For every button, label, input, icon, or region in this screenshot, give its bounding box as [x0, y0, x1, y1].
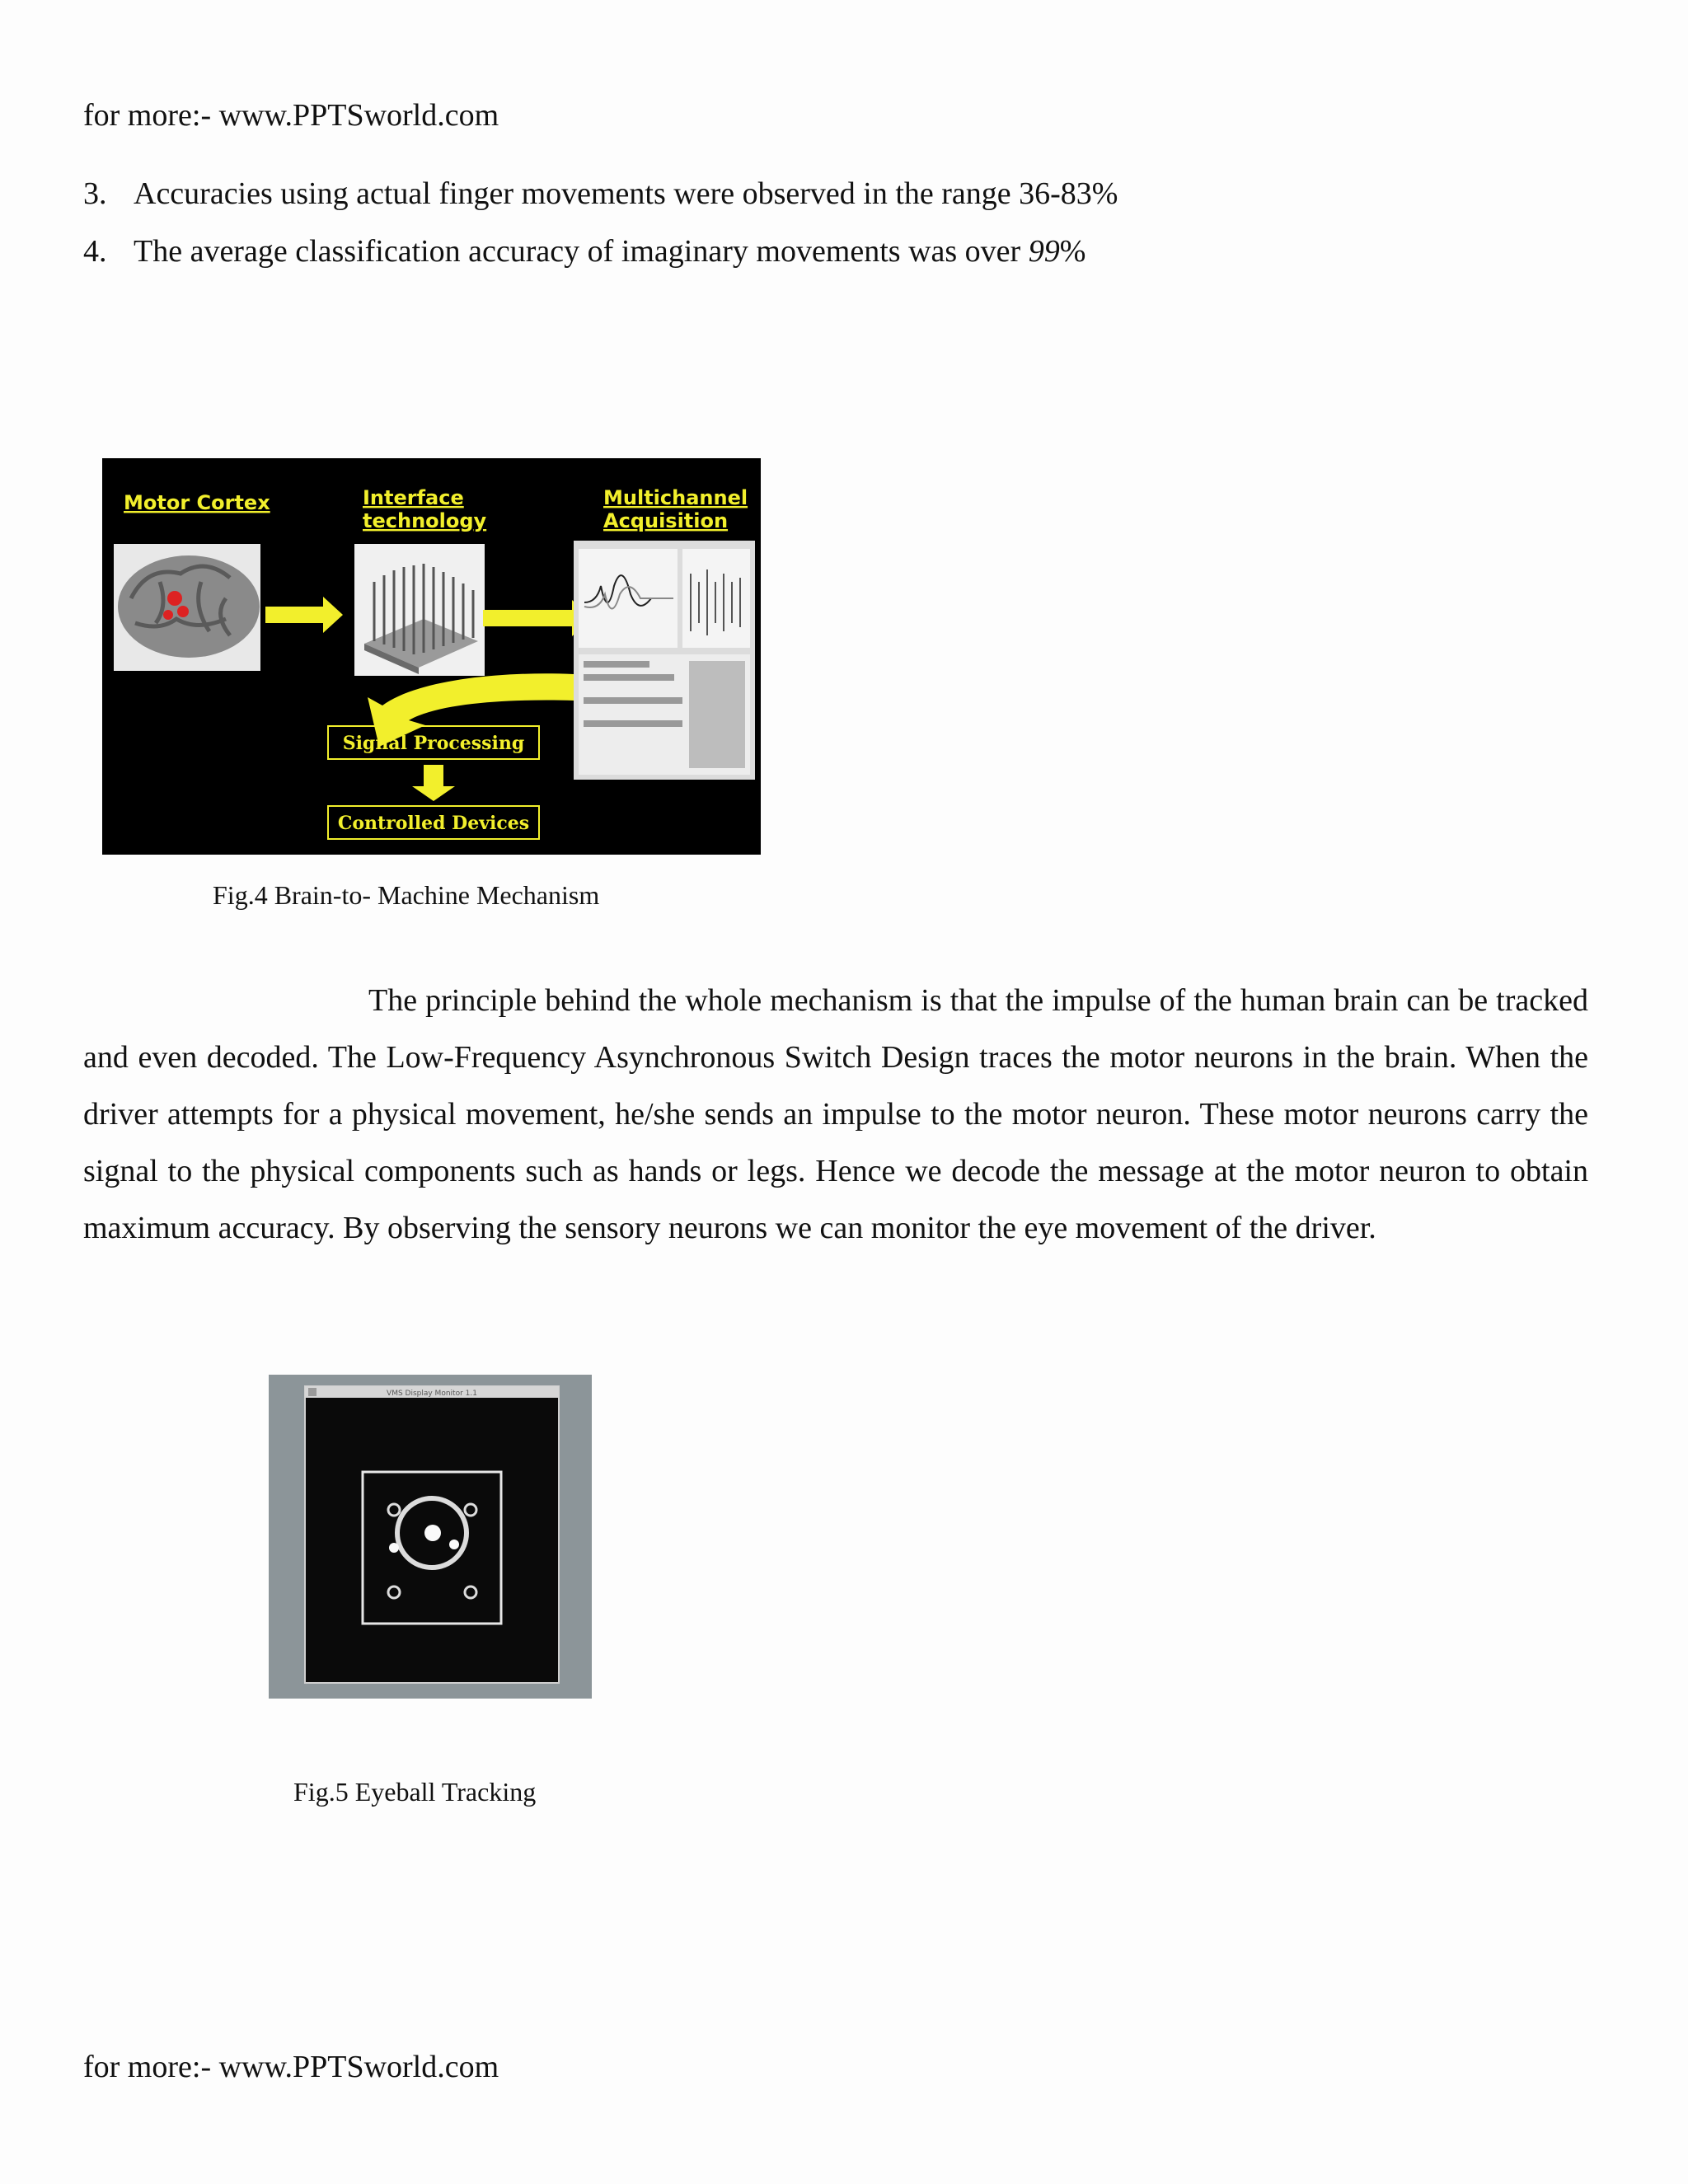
reference-dot [389, 1543, 399, 1553]
page-header: for more:- www.PPTSworld.com [83, 98, 499, 133]
body-paragraph [83, 972, 1588, 1257]
multichannel-label: Multichannel [603, 486, 748, 509]
numbered-list [83, 173, 1118, 288]
brain-machine-figure [102, 458, 761, 855]
signal-processing-label: Signal Processing [342, 733, 525, 754]
interface-label: Interface [363, 486, 464, 509]
technology-label: technology [363, 509, 487, 532]
window-title: VMS Display Monitor 1.1 [387, 1390, 477, 1398]
list-item-text-end: % [1059, 234, 1086, 269]
acquisition-label: Acquisition [603, 509, 729, 532]
list-item [83, 173, 1118, 231]
window-close-icon [308, 1388, 316, 1396]
brain-image [114, 544, 260, 671]
list-item-italic-value: 99 [1028, 234, 1060, 269]
page-footer: for more:- www.PPTSworld.com [83, 2050, 499, 2084]
acquisition-screen-image [574, 541, 755, 780]
pupil-marker [424, 1525, 441, 1541]
figure-5-caption: Fig.5 Eyeball Tracking [293, 1777, 537, 1807]
list-item-number: 3. [83, 176, 107, 211]
controlled-devices-label: Controlled Devices [337, 813, 530, 834]
list-item-text: Accuracies using actual finger movements were observed in the range 36-83% [134, 176, 1118, 211]
glint-marker [449, 1540, 459, 1549]
motor-cortex-label: Motor Cortex [124, 491, 270, 514]
electrode-array-image [354, 544, 485, 676]
paragraph-text: The principle behind the whole mechanism is that the impulse of the human brain can be tracked and even decoded. The Low-Frequency Asynchronous Switch Design traces the motor neurons in the brain. When the driver attempts for a physical movement, he/she sends an impulse to the motor neuron. These motor neurons carry the signal to the physical components such as hands or legs. Hence we decode the message at the motor neuron to obtain maximum accuracy. By observing the sensory neurons we can monitor the eye movement of the driver. [83, 983, 1588, 1245]
figure-4-caption: Fig.4 Brain-to- Machine Mechanism [213, 880, 600, 910]
list-item-number: 4. [83, 234, 107, 269]
list-item [83, 231, 1118, 288]
eyeball-tracking-figure [269, 1375, 592, 1699]
list-item-text: The average classification accuracy of imaginary movements was over [134, 234, 1029, 269]
